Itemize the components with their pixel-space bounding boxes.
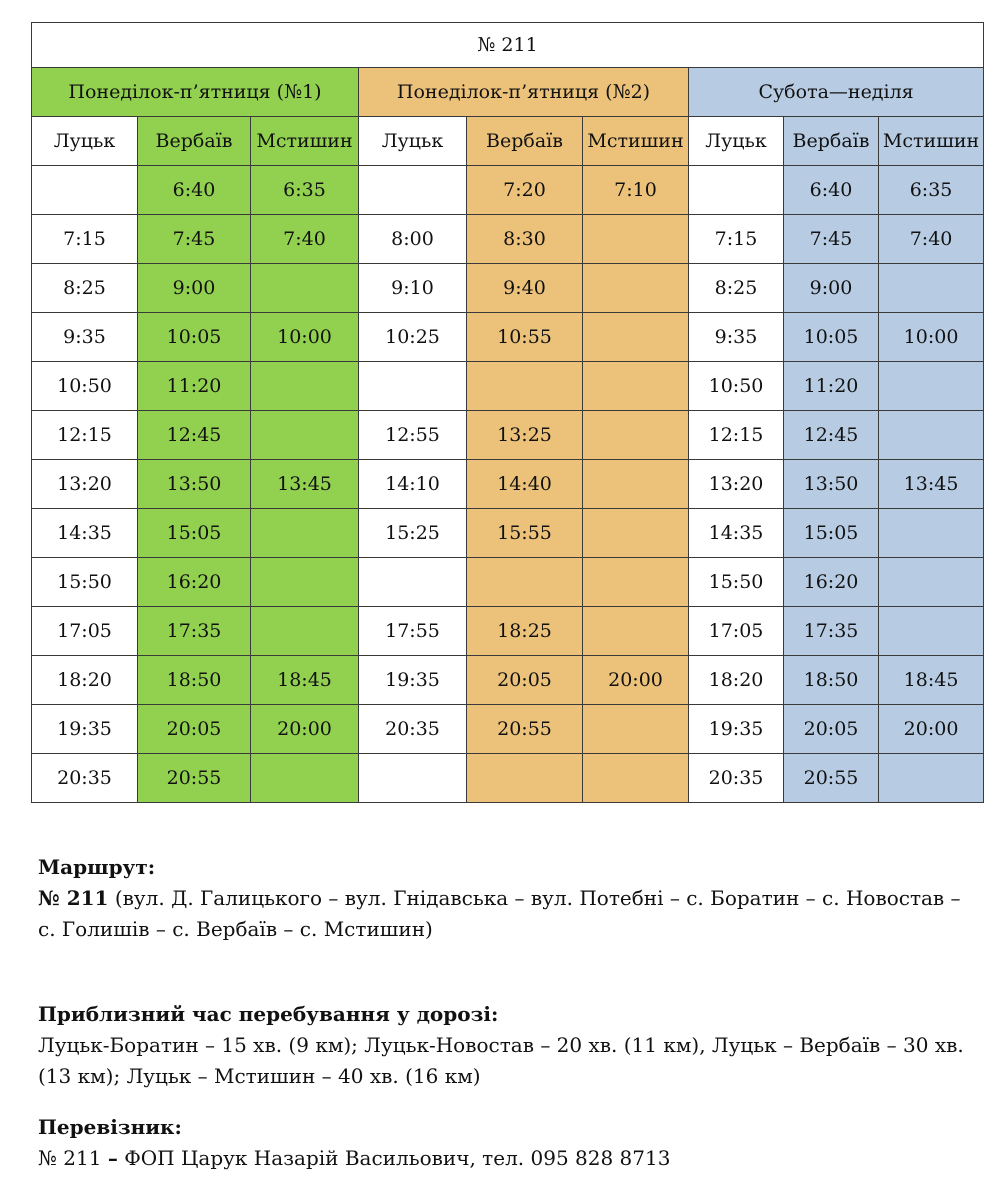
time-cell: 18:45 xyxy=(879,656,984,705)
time-cell: 7:10 xyxy=(583,166,689,215)
time-cell: 12:15 xyxy=(32,411,138,460)
time-cell: 9:35 xyxy=(689,313,784,362)
time-cell xyxy=(251,411,359,460)
timetable-row xyxy=(32,215,984,264)
time-cell: 13:25 xyxy=(467,411,583,460)
time-cell: 18:45 xyxy=(251,656,359,705)
timetable-row xyxy=(32,558,984,607)
timetable-row xyxy=(32,754,984,803)
route-block xyxy=(38,852,968,945)
time-cell: 15:50 xyxy=(32,558,138,607)
time-cell xyxy=(583,215,689,264)
period-row xyxy=(32,68,984,117)
time-cell xyxy=(583,558,689,607)
time-cell: 12:55 xyxy=(359,411,467,460)
time-cell: 10:00 xyxy=(879,313,984,362)
column-header: Луцьк xyxy=(359,117,467,166)
time-cell: 20:00 xyxy=(251,705,359,754)
time-cell xyxy=(583,607,689,656)
timetable-row xyxy=(32,656,984,705)
period-weekend: Субота—неділя xyxy=(689,68,984,117)
time-cell: 9:35 xyxy=(32,313,138,362)
time-cell: 16:20 xyxy=(784,558,879,607)
time-cell: 17:05 xyxy=(689,607,784,656)
time-cell: 10:55 xyxy=(467,313,583,362)
time-cell xyxy=(879,509,984,558)
column-header: Луцьк xyxy=(32,117,138,166)
timetable-row xyxy=(32,509,984,558)
timetable-row xyxy=(32,166,984,215)
time-cell: 6:40 xyxy=(138,166,251,215)
time-cell: 6:40 xyxy=(784,166,879,215)
time-cell: 18:20 xyxy=(32,656,138,705)
time-cell: 12:15 xyxy=(689,411,784,460)
time-cell: 17:35 xyxy=(138,607,251,656)
time-cell: 14:35 xyxy=(689,509,784,558)
time-cell: 8:00 xyxy=(359,215,467,264)
time-cell: 9:00 xyxy=(784,264,879,313)
time-cell xyxy=(251,264,359,313)
time-cell xyxy=(583,362,689,411)
time-cell xyxy=(583,460,689,509)
time-cell xyxy=(251,607,359,656)
time-cell: 15:25 xyxy=(359,509,467,558)
time-cell xyxy=(879,362,984,411)
schedule-body xyxy=(32,23,984,803)
time-cell: 18:25 xyxy=(467,607,583,656)
timetable-row xyxy=(32,264,984,313)
carrier-block xyxy=(38,1112,968,1174)
time-cell xyxy=(251,754,359,803)
time-cell: 7:20 xyxy=(467,166,583,215)
time-cell: 20:00 xyxy=(879,705,984,754)
time-cell: 17:35 xyxy=(784,607,879,656)
route-description-line xyxy=(38,883,968,945)
time-cell: 7:45 xyxy=(138,215,251,264)
time-cell: 13:45 xyxy=(251,460,359,509)
time-cell: 8:25 xyxy=(689,264,784,313)
time-cell xyxy=(583,264,689,313)
time-cell xyxy=(879,411,984,460)
carrier-name: ФОП Царук Назарій Васильович, тел. 095 828 8713 xyxy=(124,1146,671,1170)
time-cell xyxy=(583,705,689,754)
time-cell: 10:25 xyxy=(359,313,467,362)
time-cell xyxy=(879,558,984,607)
time-cell: 18:50 xyxy=(138,656,251,705)
time-cell xyxy=(251,509,359,558)
time-cell: 9:10 xyxy=(359,264,467,313)
time-cell: 7:15 xyxy=(689,215,784,264)
time-cell: 13:50 xyxy=(784,460,879,509)
time-cell: 13:50 xyxy=(138,460,251,509)
time-cell: 6:35 xyxy=(251,166,359,215)
time-cell: 7:45 xyxy=(784,215,879,264)
column-header: Вербаїв xyxy=(784,117,879,166)
column-header: Вербаїв xyxy=(138,117,251,166)
time-cell xyxy=(467,558,583,607)
time-cell: 13:45 xyxy=(879,460,984,509)
column-header: Луцьк xyxy=(689,117,784,166)
time-cell xyxy=(359,362,467,411)
carrier-route-number: № 211 xyxy=(38,1146,102,1170)
time-cell: 13:20 xyxy=(32,460,138,509)
time-cell xyxy=(359,754,467,803)
time-cell: 13:20 xyxy=(689,460,784,509)
time-cell: 20:55 xyxy=(784,754,879,803)
timetable-row xyxy=(32,705,984,754)
time-cell xyxy=(583,509,689,558)
time-cell: 14:10 xyxy=(359,460,467,509)
time-cell: 20:35 xyxy=(32,754,138,803)
time-cell: 19:35 xyxy=(689,705,784,754)
timetable-row xyxy=(32,362,984,411)
time-cell: 17:55 xyxy=(359,607,467,656)
travel-time-block xyxy=(38,999,968,1092)
carrier-line xyxy=(38,1143,968,1174)
time-cell: 11:20 xyxy=(784,362,879,411)
time-cell xyxy=(467,754,583,803)
time-cell: 20:55 xyxy=(138,754,251,803)
carrier-dash: – xyxy=(107,1146,118,1170)
timetable-row xyxy=(32,411,984,460)
time-cell: 8:30 xyxy=(467,215,583,264)
time-cell: 20:05 xyxy=(467,656,583,705)
column-header: Вербаїв xyxy=(467,117,583,166)
time-cell xyxy=(583,411,689,460)
time-cell: 15:55 xyxy=(467,509,583,558)
time-cell: 20:05 xyxy=(784,705,879,754)
time-cell: 15:05 xyxy=(138,509,251,558)
time-cell: 12:45 xyxy=(138,411,251,460)
time-cell: 12:45 xyxy=(784,411,879,460)
time-cell: 10:50 xyxy=(689,362,784,411)
time-cell xyxy=(879,264,984,313)
route-label: Маршрут: xyxy=(38,855,156,879)
route-number: № 211 xyxy=(38,886,109,910)
time-cell: 7:40 xyxy=(879,215,984,264)
carrier-label: Перевізник: xyxy=(38,1115,182,1139)
column-header: Мстишин xyxy=(879,117,984,166)
route-description: (вул. Д. Галицького – вул. Гнідавська – вул. Потебні – с. Боратин – с. Новостав – с. Голишів – с. Вербаїв – с. Мстишин) xyxy=(38,886,961,941)
timetable-row xyxy=(32,313,984,362)
time-cell: 7:15 xyxy=(32,215,138,264)
time-cell xyxy=(879,607,984,656)
time-cell: 19:35 xyxy=(32,705,138,754)
time-cell: 18:20 xyxy=(689,656,784,705)
time-cell: 6:35 xyxy=(879,166,984,215)
time-cell xyxy=(689,166,784,215)
column-header: Мстишин xyxy=(583,117,689,166)
travel-time-label: Приблизний час перебування у дорозі: xyxy=(38,1002,499,1026)
time-cell: 14:40 xyxy=(467,460,583,509)
time-cell: 16:20 xyxy=(138,558,251,607)
period-weekday-1: Понеділок-п’ятниця (№1) xyxy=(32,68,359,117)
time-cell: 19:35 xyxy=(359,656,467,705)
time-cell: 20:35 xyxy=(689,754,784,803)
travel-time-text: Луцьк-Боратин – 15 хв. (9 км); Луцьк-Новостав – 20 хв. (11 км), Луцьк – Вербаїв – 30 хв. (13 км); Луцьк – Мстишин – 40 хв. (16 км) xyxy=(38,1033,964,1088)
time-cell: 14:35 xyxy=(32,509,138,558)
time-cell: 10:05 xyxy=(138,313,251,362)
time-cell xyxy=(467,362,583,411)
time-cell: 9:40 xyxy=(467,264,583,313)
time-cell xyxy=(32,166,138,215)
route-title: № 211 xyxy=(32,23,984,68)
time-cell: 11:20 xyxy=(138,362,251,411)
timetable-row xyxy=(32,607,984,656)
time-cell xyxy=(583,313,689,362)
time-cell: 20:00 xyxy=(583,656,689,705)
time-cell: 15:50 xyxy=(689,558,784,607)
time-cell: 9:00 xyxy=(138,264,251,313)
time-cell: 17:05 xyxy=(32,607,138,656)
time-cell xyxy=(359,166,467,215)
title-row xyxy=(32,23,984,68)
time-cell: 20:55 xyxy=(467,705,583,754)
time-cell: 7:40 xyxy=(251,215,359,264)
timetable-row xyxy=(32,460,984,509)
time-cell xyxy=(359,558,467,607)
time-cell: 15:05 xyxy=(784,509,879,558)
time-cell: 10:00 xyxy=(251,313,359,362)
time-cell: 10:50 xyxy=(32,362,138,411)
time-cell: 8:25 xyxy=(32,264,138,313)
period-weekday-2: Понеділок-п’ятниця (№2) xyxy=(359,68,689,117)
column-header: Мстишин xyxy=(251,117,359,166)
time-cell xyxy=(251,558,359,607)
time-cell: 10:05 xyxy=(784,313,879,362)
time-cell xyxy=(583,754,689,803)
time-cell: 18:50 xyxy=(784,656,879,705)
route-info xyxy=(38,852,968,1174)
schedule-table xyxy=(31,22,984,803)
time-cell: 20:35 xyxy=(359,705,467,754)
column-header-row xyxy=(32,117,984,166)
time-cell xyxy=(251,362,359,411)
time-cell xyxy=(879,754,984,803)
time-cell: 20:05 xyxy=(138,705,251,754)
